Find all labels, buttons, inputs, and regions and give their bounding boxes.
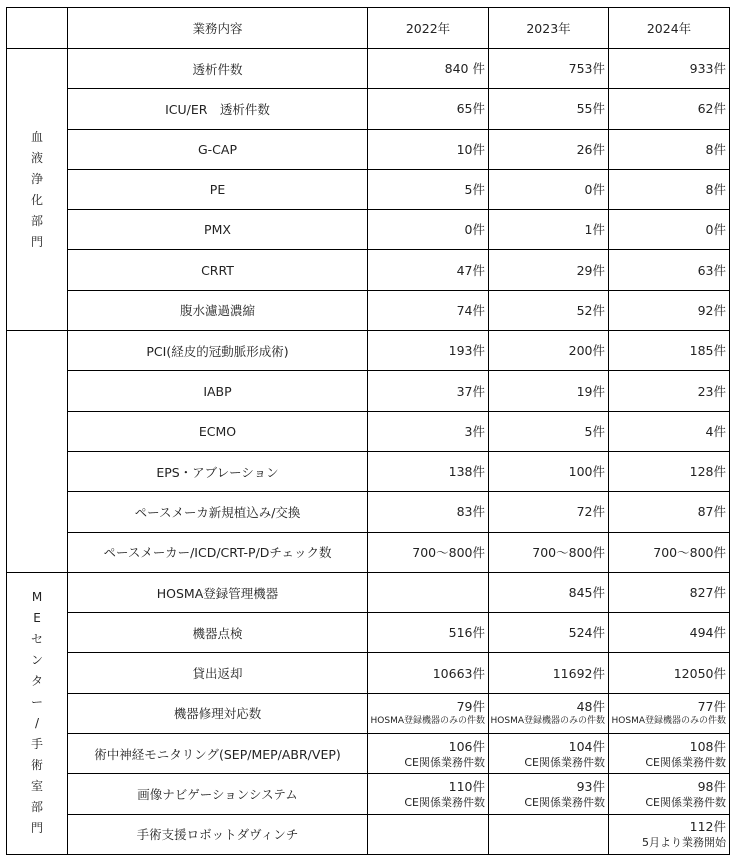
count-value: 10663件	[432, 665, 485, 681]
count-value: 700～800件	[532, 544, 605, 560]
count-cell	[489, 411, 609, 451]
work-statistics-table	[6, 7, 730, 855]
count-value: 112件	[689, 819, 726, 835]
count-value: 55件	[576, 101, 605, 117]
task-name: G-CAP	[68, 129, 368, 169]
count-cell	[368, 734, 489, 774]
count-value: 494件	[689, 625, 726, 641]
count-cell	[368, 492, 489, 532]
count-value: 185件	[689, 343, 726, 359]
count-value: 5件	[464, 182, 485, 198]
count-cell	[609, 331, 730, 371]
task-name: IABP	[68, 371, 368, 411]
count-value: 79件	[456, 699, 485, 715]
table-row	[7, 492, 730, 532]
count-note: HOSMA登録機器のみの件数	[370, 716, 485, 727]
count-cell	[489, 49, 609, 89]
count-cell	[368, 774, 489, 814]
task-name: ペースメーカー/ICD/CRT-P/Dチェック数	[68, 532, 368, 572]
table-row	[7, 451, 730, 491]
count-cell	[609, 734, 730, 774]
count-cell	[489, 532, 609, 572]
task-name: ペースメーカ新規植込み/交換	[68, 492, 368, 532]
count-cell	[368, 250, 489, 290]
table-row	[7, 371, 730, 411]
task-name: HOSMA登録管理機器	[68, 572, 368, 612]
count-value: 0件	[464, 222, 485, 238]
count-value: 74件	[456, 302, 485, 318]
count-cell	[368, 89, 489, 129]
department-char: 浄	[30, 171, 43, 186]
count-cell	[489, 572, 609, 612]
count-cell	[368, 613, 489, 653]
table-row	[7, 129, 730, 169]
count-cell	[609, 492, 730, 532]
task-name: 手術支援ロボットダヴィンチ	[68, 814, 368, 854]
department-char: 術	[30, 758, 43, 773]
count-value: 700～800件	[412, 544, 485, 560]
count-value: 128件	[689, 464, 726, 480]
count-value: 10件	[456, 141, 485, 157]
department-char: 門	[30, 821, 43, 836]
department-char: タ	[30, 674, 43, 689]
department-char: 手	[30, 737, 43, 752]
task-name: 術中神経モニタリング(SEP/MEP/ABR/VEP)	[68, 734, 368, 774]
header-task: 業務内容	[68, 8, 368, 49]
count-value: 933件	[689, 61, 726, 77]
count-cell	[368, 814, 489, 854]
count-cell	[489, 492, 609, 532]
count-cell	[609, 693, 730, 733]
count-cell	[368, 411, 489, 451]
department-char: 部	[30, 213, 43, 228]
table-row	[7, 210, 730, 250]
table-row	[7, 774, 730, 814]
department-char: ン	[30, 653, 43, 668]
count-cell	[489, 290, 609, 330]
table-row	[7, 613, 730, 653]
count-cell	[368, 331, 489, 371]
table-row	[7, 411, 730, 451]
header-year-2024: 2024年	[609, 8, 730, 49]
count-cell	[489, 774, 609, 814]
department-char: 化	[30, 192, 43, 207]
count-note: 5月より業務開始	[642, 836, 726, 850]
count-cell	[609, 290, 730, 330]
count-value: 700～800件	[653, 544, 726, 560]
count-value: 77件	[697, 699, 726, 715]
count-cell	[368, 693, 489, 733]
table-row	[7, 169, 730, 209]
table-row	[7, 814, 730, 854]
count-value: 23件	[697, 383, 726, 399]
count-value: 12050件	[673, 665, 726, 681]
count-cell	[609, 371, 730, 411]
count-cell	[489, 250, 609, 290]
count-cell	[609, 89, 730, 129]
count-value: 11692件	[552, 665, 605, 681]
table-row	[7, 734, 730, 774]
table-row	[7, 532, 730, 572]
count-cell	[609, 532, 730, 572]
count-value: 516件	[448, 625, 485, 641]
task-name: ICU/ER 透析件数	[68, 89, 368, 129]
count-value: 4件	[705, 423, 726, 439]
count-note: HOSMA登録機器のみの件数	[611, 716, 726, 727]
count-value: 0件	[584, 182, 605, 198]
count-value: 845件	[568, 585, 605, 600]
count-value: 753件	[568, 61, 605, 77]
count-note: CE関係業務件数	[524, 755, 605, 769]
task-name: EPS・アブレーション	[68, 451, 368, 491]
count-value: 92件	[697, 302, 726, 318]
count-cell	[609, 129, 730, 169]
task-name: 透析件数	[68, 49, 368, 89]
count-value: 524件	[568, 625, 605, 641]
count-value: 48件	[576, 699, 605, 715]
count-value: 100件	[568, 464, 605, 480]
count-cell	[609, 613, 730, 653]
count-cell	[489, 734, 609, 774]
count-value: 52件	[576, 302, 605, 318]
count-value: 0件	[705, 222, 726, 238]
count-value: 827件	[689, 585, 726, 600]
count-cell	[368, 129, 489, 169]
table-body	[7, 8, 730, 855]
department-char: 室	[30, 779, 43, 794]
table-row	[7, 49, 730, 89]
count-value: 93件	[576, 778, 605, 794]
department-char: 血	[30, 129, 43, 144]
count-value: 138件	[448, 464, 485, 480]
count-cell	[609, 411, 730, 451]
table-row	[7, 250, 730, 290]
count-value: 8件	[705, 141, 726, 157]
count-cell	[489, 371, 609, 411]
department-char: /	[34, 716, 40, 731]
count-value: 83件	[456, 504, 485, 520]
count-value: 193件	[448, 343, 485, 359]
task-name: 機器点検	[68, 613, 368, 653]
table-row	[7, 572, 730, 612]
count-cell	[368, 572, 489, 612]
task-name: PCI(経皮的冠動脈形成術)	[68, 331, 368, 371]
count-cell	[368, 169, 489, 209]
department-cell	[7, 49, 68, 331]
count-cell	[489, 210, 609, 250]
count-cell	[368, 210, 489, 250]
count-value: 19件	[576, 383, 605, 399]
count-cell	[368, 451, 489, 491]
department-char: E	[33, 611, 41, 626]
department-char: ー	[30, 695, 43, 710]
count-note: HOSMA登録機器のみの件数	[490, 716, 605, 727]
count-note: CE関係業務件数	[524, 795, 605, 809]
count-cell	[368, 653, 489, 693]
department-cell	[7, 572, 68, 854]
task-name: ECMO	[68, 411, 368, 451]
count-value: 8件	[705, 182, 726, 198]
table-row	[7, 693, 730, 733]
count-value: 104件	[568, 738, 605, 754]
count-value: 65件	[456, 101, 485, 117]
count-value: 72件	[576, 504, 605, 520]
task-name: 腹水濾過濃縮	[68, 290, 368, 330]
count-note: CE関係業務件数	[645, 795, 726, 809]
count-value: 108件	[689, 738, 726, 754]
count-note: CE関係業務件数	[404, 755, 485, 769]
count-cell	[489, 613, 609, 653]
count-cell	[489, 331, 609, 371]
count-value: 200件	[568, 343, 605, 359]
count-cell	[609, 774, 730, 814]
count-cell	[609, 814, 730, 854]
table-row	[7, 331, 730, 371]
task-name: 貸出返却	[68, 653, 368, 693]
task-name: CRRT	[68, 250, 368, 290]
header-year-2023: 2023年	[489, 8, 609, 49]
task-name: 機器修理対応数	[68, 693, 368, 733]
count-cell	[368, 290, 489, 330]
count-cell	[489, 693, 609, 733]
count-value: 37件	[456, 383, 485, 399]
count-value: 87件	[697, 504, 726, 520]
table-row	[7, 89, 730, 129]
table-row	[7, 653, 730, 693]
count-cell	[609, 250, 730, 290]
count-value: 840 件	[444, 61, 485, 77]
count-value: 63件	[697, 262, 726, 278]
header-row	[7, 8, 730, 49]
count-value: 5件	[584, 423, 605, 439]
count-cell	[489, 653, 609, 693]
count-note: CE関係業務件数	[404, 795, 485, 809]
count-cell	[489, 451, 609, 491]
department-char: 門	[30, 234, 43, 249]
header-dept	[7, 8, 68, 49]
count-cell	[489, 89, 609, 129]
count-value: 3件	[464, 423, 485, 439]
count-value: 62件	[697, 101, 726, 117]
count-value: 1件	[584, 222, 605, 238]
count-value: 47件	[456, 262, 485, 278]
count-cell	[489, 169, 609, 209]
count-cell	[489, 129, 609, 169]
header-year-2022: 2022年	[368, 8, 489, 49]
task-name: PE	[68, 169, 368, 209]
count-cell	[368, 532, 489, 572]
count-cell	[368, 371, 489, 411]
count-value: 26件	[576, 141, 605, 157]
department-char: セ	[30, 632, 43, 647]
count-value: 110件	[448, 778, 485, 794]
department-char: 液	[30, 150, 43, 165]
count-note: CE関係業務件数	[645, 755, 726, 769]
task-name: PMX	[68, 210, 368, 250]
count-cell	[609, 49, 730, 89]
task-name: 画像ナビゲーションシステム	[68, 774, 368, 814]
count-cell	[609, 572, 730, 612]
department-char: 部	[30, 800, 43, 815]
department-cell	[7, 331, 68, 573]
department-char: M	[31, 590, 43, 605]
count-cell	[489, 814, 609, 854]
count-cell	[609, 653, 730, 693]
count-value: 98件	[697, 778, 726, 794]
count-value: 29件	[576, 262, 605, 278]
count-cell	[609, 210, 730, 250]
count-cell	[368, 49, 489, 89]
count-cell	[609, 169, 730, 209]
table-row	[7, 290, 730, 330]
count-value: 106件	[448, 738, 485, 754]
count-cell	[609, 451, 730, 491]
